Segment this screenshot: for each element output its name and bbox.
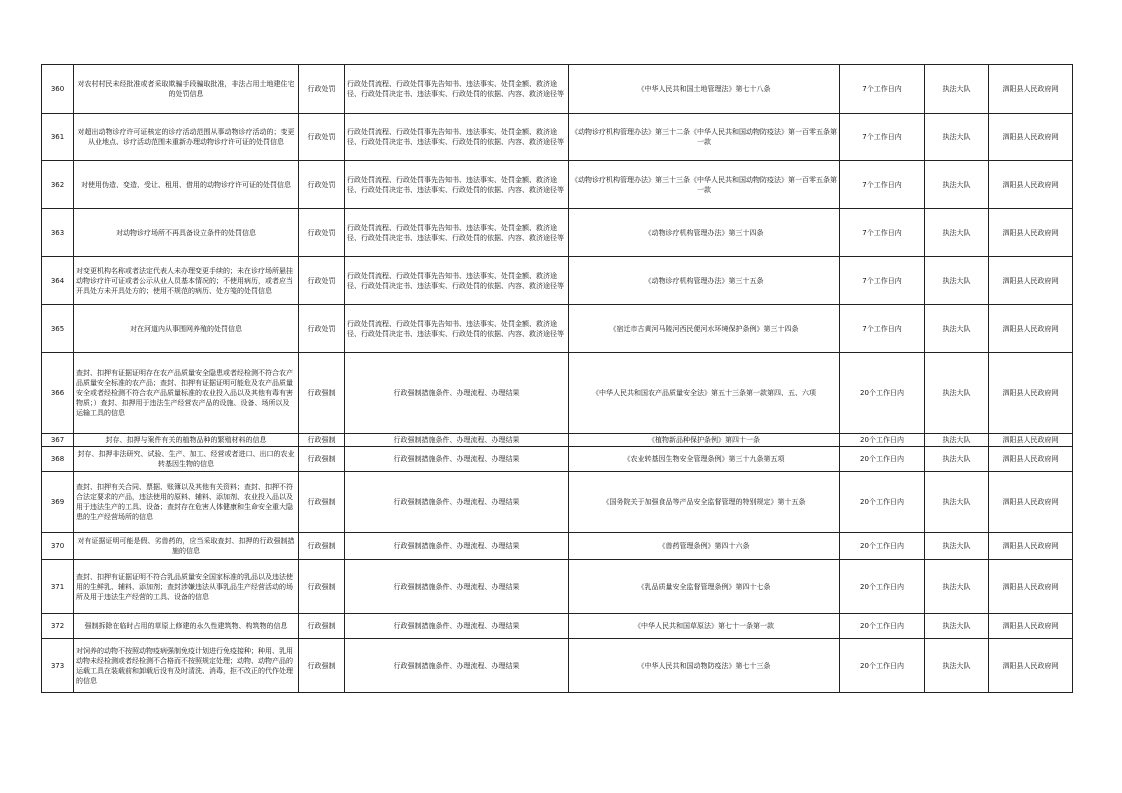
disclosure-content: 行政处罚流程、行政处罚事先告知书、违法事实、处罚金额、救济途径、行政处罚决定书、违法事实、行政处罚的依据、内容、救济途径等 — [345, 114, 569, 161]
item-name: 对农村村民未经批准或者采取欺骗手段骗取批准，非法占用土地建住宅的处罚信息 — [74, 65, 299, 114]
responsible-org: 执法大队 — [925, 114, 989, 161]
legal-basis: 《植物新品种保护条例》第四十一条 — [569, 434, 840, 447]
item-name: 封存、扣押非法研究、试验、生产、加工、经营或者进口、出口的农业转基因生物的信息 — [74, 447, 299, 472]
disclosure-table — [41, 64, 1073, 693]
responsible-org: 执法大队 — [925, 614, 989, 639]
item-name: 对在河道内从事围网养殖的处罚信息 — [74, 305, 299, 353]
row-number: 371 — [42, 560, 74, 614]
item-type: 行政强制 — [299, 472, 345, 533]
disclosure-content: 行政处罚流程、行政处罚事先告知书、违法事实、处罚金额、救济途径、行政处罚决定书、违法事实、行政处罚的依据、内容、救济途径等 — [345, 161, 569, 209]
row-number: 361 — [42, 114, 74, 161]
table-row — [42, 447, 1073, 472]
table-row — [42, 305, 1073, 353]
disclosure-content: 行政强制措施条件、办理流程、办理结果 — [345, 533, 569, 560]
responsible-org: 执法大队 — [925, 161, 989, 209]
row-number: 360 — [42, 65, 74, 114]
disclosure-content: 行政处罚流程、行政处罚事先告知书、违法事实、处罚金额、救济途径、行政处罚决定书、违法事实、行政处罚的依据、内容、救济途径等 — [345, 257, 569, 305]
table-row — [42, 353, 1073, 434]
time-limit: 7个工作日内 — [840, 65, 925, 114]
item-type: 行政处罚 — [299, 161, 345, 209]
disclosure-channel: 泗阳县人民政府网 — [989, 639, 1073, 693]
legal-basis: 《中华人民共和国动物防疫法》第七十三条 — [569, 639, 840, 693]
item-name: 强制拆除在临时占用的草原上修建的永久性建筑物、构筑物的信息 — [74, 614, 299, 639]
disclosure-content: 行政强制措施条件、办理流程、办理结果 — [345, 353, 569, 434]
responsible-org: 执法大队 — [925, 434, 989, 447]
legal-basis: 《农业转基因生物安全管理条例》第三十九条第五项 — [569, 447, 840, 472]
time-limit: 20个工作日内 — [840, 434, 925, 447]
responsible-org: 执法大队 — [925, 533, 989, 560]
item-name: 对变更机构名称或者法定代表人未办理变更手续的；未在诊疗场所悬挂动物诊疗许可证或者公示从业人员基本情况的；不使用病历，或者应当开具处方未开具处方的；使用不规范的病历、处方笺的处罚信息 — [74, 257, 299, 305]
table-row — [42, 533, 1073, 560]
table-row — [42, 257, 1073, 305]
item-type: 行政强制 — [299, 560, 345, 614]
table-row — [42, 614, 1073, 639]
legal-basis: 《中华人民共和国草原法》第七十一条第一款 — [569, 614, 840, 639]
time-limit: 20个工作日内 — [840, 614, 925, 639]
time-limit: 20个工作日内 — [840, 639, 925, 693]
item-type: 行政强制 — [299, 639, 345, 693]
disclosure-content: 行政强制措施条件、办理流程、办理结果 — [345, 472, 569, 533]
disclosure-content: 行政强制措施条件、办理流程、办理结果 — [345, 447, 569, 472]
responsible-org: 执法大队 — [925, 353, 989, 434]
row-number: 368 — [42, 447, 74, 472]
item-type: 行政处罚 — [299, 65, 345, 114]
row-number: 362 — [42, 161, 74, 209]
disclosure-channel: 泗阳县人民政府网 — [989, 161, 1073, 209]
item-name: 对超出动物诊疗许可证核定的诊疗活动范围从事动物诊疗活动的；变更从业地点、诊疗活动范围未重新办理动物诊疗许可证的处罚信息 — [74, 114, 299, 161]
disclosure-channel: 泗阳县人民政府网 — [989, 472, 1073, 533]
item-name: 对使用伪造、变造、受让、租用、借用的动物诊疗许可证的处罚信息 — [74, 161, 299, 209]
row-number: 363 — [42, 209, 74, 257]
table-row — [42, 434, 1073, 447]
responsible-org: 执法大队 — [925, 305, 989, 353]
disclosure-channel: 泗阳县人民政府网 — [989, 65, 1073, 114]
item-name: 对饲养的动物不按照动物疫病强制免疫计划进行免疫接种；种用、乳用动物未经检测或者经检测不合格而不按照规定处理；动物、动物产品的运载工具在装载前和卸载后没有及时清洗、消毒，拒不改正的代作处理的信息 — [74, 639, 299, 693]
time-limit: 20个工作日内 — [840, 472, 925, 533]
item-type: 行政强制 — [299, 434, 345, 447]
item-type: 行政强制 — [299, 353, 345, 434]
table-row — [42, 472, 1073, 533]
item-name: 对有证据证明可能是假、劣兽药的，应当采取查封、扣押的行政强制措施的信息 — [74, 533, 299, 560]
disclosure-channel: 泗阳县人民政府网 — [989, 533, 1073, 560]
row-number: 370 — [42, 533, 74, 560]
item-name: 查封、扣押有证据证明存在农产品质量安全隐患或者经检测不符合农产品质量安全标准的农产品；查封、扣押有证据证明可能危及农产品质量安全或者经检测不符合农产品质量标准的农业投入品以及其他有毒有害物质；）查封、扣押用于违法生产经营农产品的设施、设备、场所以及运输工具的信息 — [74, 353, 299, 434]
time-limit: 20个工作日内 — [840, 560, 925, 614]
time-limit: 7个工作日内 — [840, 161, 925, 209]
item-type: 行政处罚 — [299, 209, 345, 257]
legal-basis: 《动物诊疗机构管理办法》第三十四条 — [569, 209, 840, 257]
row-number: 367 — [42, 434, 74, 447]
time-limit: 7个工作日内 — [840, 257, 925, 305]
responsible-org: 执法大队 — [925, 209, 989, 257]
responsible-org: 执法大队 — [925, 560, 989, 614]
disclosure-channel: 泗阳县人民政府网 — [989, 353, 1073, 434]
disclosure-channel: 泗阳县人民政府网 — [989, 209, 1073, 257]
row-number: 364 — [42, 257, 74, 305]
disclosure-channel: 泗阳县人民政府网 — [989, 560, 1073, 614]
disclosure-content: 行政强制措施条件、办理流程、办理结果 — [345, 434, 569, 447]
item-type: 行政处罚 — [299, 114, 345, 161]
table-row — [42, 560, 1073, 614]
time-limit: 7个工作日内 — [840, 114, 925, 161]
disclosure-channel: 泗阳县人民政府网 — [989, 434, 1073, 447]
disclosure-content: 行政强制措施条件、办理流程、办理结果 — [345, 560, 569, 614]
legal-basis: 《中华人民共和国土地管理法》第七十八条 — [569, 65, 840, 114]
item-type: 行政处罚 — [299, 257, 345, 305]
disclosure-content: 行政处罚流程、行政处罚事先告知书、违法事实、处罚金额、救济途径、行政处罚决定书、违法事实、行政处罚的依据、内容、救济途径等 — [345, 65, 569, 114]
disclosure-content: 行政处罚流程、行政处罚事先告知书、违法事实、处罚金额、救济途径、行政处罚决定书、违法事实、行政处罚的依据、内容、救济途径等 — [345, 305, 569, 353]
item-type: 行政强制 — [299, 447, 345, 472]
responsible-org: 执法大队 — [925, 472, 989, 533]
item-name: 查封、扣押有关合同、票据、账簿以及其他有关资料；查封、扣押不符合法定要求的产品，违法使用的原料、辅料、添加剂、农业投入品以及用于违法生产的工具、设备；查封存在危害人体健康和生命安全重大隐患的生产经营场所的信息 — [74, 472, 299, 533]
row-number: 369 — [42, 472, 74, 533]
row-number: 373 — [42, 639, 74, 693]
legal-basis: 《动物诊疗机构管理办法》第三十五条 — [569, 257, 840, 305]
row-number: 372 — [42, 614, 74, 639]
table-row — [42, 114, 1073, 161]
item-name: 对动物诊疗场所不再具备设立条件的处罚信息 — [74, 209, 299, 257]
table-row — [42, 161, 1073, 209]
disclosure-channel: 泗阳县人民政府网 — [989, 114, 1073, 161]
table-row — [42, 639, 1073, 693]
legal-basis: 《动物诊疗机构管理办法》第三十三条《中华人民共和国动物防疫法》第一百零五条第一款 — [569, 161, 840, 209]
time-limit: 7个工作日内 — [840, 209, 925, 257]
responsible-org: 执法大队 — [925, 257, 989, 305]
time-limit: 20个工作日内 — [840, 447, 925, 472]
disclosure-channel: 泗阳县人民政府网 — [989, 257, 1073, 305]
disclosure-channel: 泗阳县人民政府网 — [989, 447, 1073, 472]
time-limit: 20个工作日内 — [840, 353, 925, 434]
item-type: 行政强制 — [299, 614, 345, 639]
time-limit: 7个工作日内 — [840, 305, 925, 353]
table-body — [42, 65, 1073, 693]
legal-basis: 《中华人民共和国农产品质量安全法》第五十三条第一款第四、五、六项 — [569, 353, 840, 434]
disclosure-content: 行政强制措施条件、办理流程、办理结果 — [345, 639, 569, 693]
legal-basis: 《宿迁市古黄河马陵河西民便河水环境保护条例》第三十四条 — [569, 305, 840, 353]
responsible-org: 执法大队 — [925, 447, 989, 472]
disclosure-channel: 泗阳县人民政府网 — [989, 305, 1073, 353]
item-name: 查封、扣押有证据证明不符合乳品质量安全国家标准的乳品以及违法使用的生鲜乳、辅料、添加剂；查封涉嫌违法从事乳品生产经营活动的场所及用于违法生产经营的工具、设备的信息 — [74, 560, 299, 614]
row-number: 365 — [42, 305, 74, 353]
item-name: 封存、扣押与案件有关的植物品种的繁殖材料的信息 — [74, 434, 299, 447]
legal-basis: 《兽药管理条例》第四十六条 — [569, 533, 840, 560]
legal-basis: 《国务院关于加强食品等产品安全监督管理的特别规定》第十五条 — [569, 472, 840, 533]
disclosure-content: 行政处罚流程、行政处罚事先告知书、违法事实、处罚金额、救济途径、行政处罚决定书、违法事实、行政处罚的依据、内容、救济途径等 — [345, 209, 569, 257]
row-number: 366 — [42, 353, 74, 434]
item-type: 行政处罚 — [299, 305, 345, 353]
disclosure-channel: 泗阳县人民政府网 — [989, 614, 1073, 639]
responsible-org: 执法大队 — [925, 65, 989, 114]
legal-basis: 《动物诊疗机构管理办法》第三十二条《中华人民共和国动物防疫法》第一百零五条第一款 — [569, 114, 840, 161]
table-row — [42, 209, 1073, 257]
item-type: 行政强制 — [299, 533, 345, 560]
responsible-org: 执法大队 — [925, 639, 989, 693]
table-row — [42, 65, 1073, 114]
time-limit: 20个工作日内 — [840, 533, 925, 560]
legal-basis: 《乳品质量安全监督管理条例》第四十七条 — [569, 560, 840, 614]
disclosure-content: 行政强制措施条件、办理流程、办理结果 — [345, 614, 569, 639]
